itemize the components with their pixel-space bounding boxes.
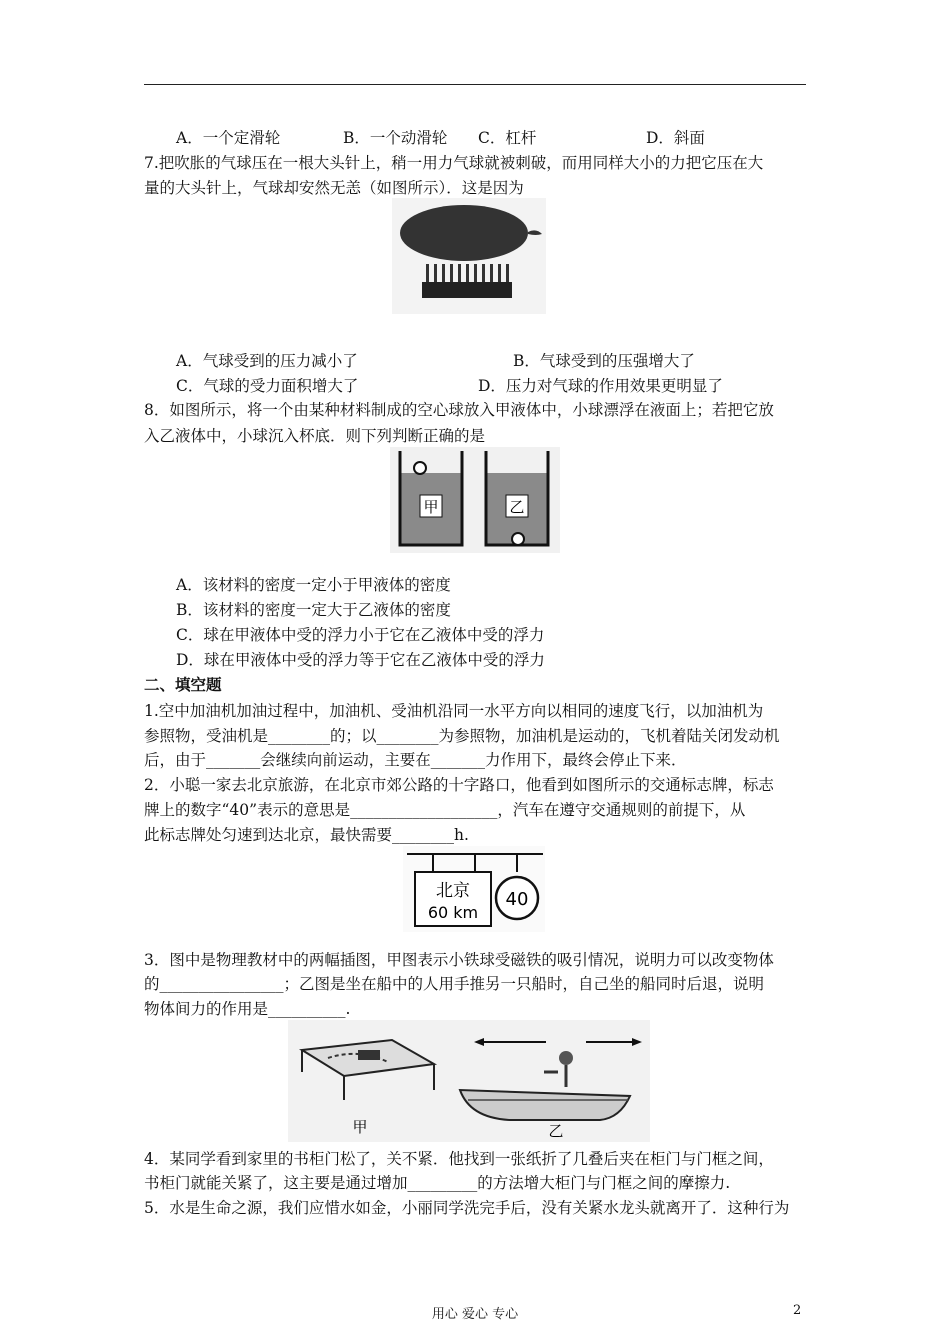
figure-label-yi: 乙 — [548, 1122, 564, 1140]
f1-text-line1: 1.空中加油机加油过程中，加油机、受油机沿同一水平方向以相同的速度飞行，以加油机为 — [144, 702, 764, 720]
q8-option-a: A．该材料的密度一定小于甲液体的密度 — [176, 576, 451, 594]
q8-option-c: C．球在甲液体中受的浮力小于它在乙液体中受的浮力 — [176, 626, 545, 644]
q7-option-a: A．气球受到的压力减小了 — [176, 352, 358, 370]
q6-option-b: B．一个动滑轮 — [343, 129, 448, 147]
q8-text-line1: 8．如图所示，将一个由某种材料制成的空心球放入甲液体中，小球漂浮在液面上；若把它放 — [144, 401, 774, 419]
q6-option-a: A．一个定滑轮 — [176, 129, 281, 147]
sign-city: 北京 — [436, 881, 470, 901]
q7-option-b: B．气球受到的压强增大了 — [513, 352, 695, 370]
q6-option-c: C．杠杆 — [478, 129, 537, 147]
traffic-sign-figure — [403, 846, 545, 932]
f2-text-line2: 牌上的数字“40”表示的意思是___________________，汽车在遵守交通规则的前提下，从 — [144, 801, 746, 819]
f1-text-line2: 参照物，受油机是________的；以________为参照物，加油机是运动的，飞机着陆关闭发动机 — [144, 727, 780, 745]
q7-text-line1: 7.把吹胀的气球压在一根大头针上，稍一用力气球就被刺破，而用同样大小的力把它压在大 — [144, 154, 764, 172]
f1-text-line3: 后，由于_______会继续向前运动，主要在_______力作用下，最终会停止下来． — [144, 751, 687, 769]
page-number: 2 — [793, 1303, 802, 1318]
f5-text-line1: 5．水是生命之源，我们应惜水如金，小丽同学洗完手后，没有关紧水龙头就离开了．这种行为 — [144, 1199, 790, 1217]
figure-label-jia: 甲 — [352, 1118, 368, 1136]
page-footer: 用心 爱心 专心 — [431, 1307, 519, 1322]
magnet-and-boats-figure — [288, 1020, 650, 1142]
q6-option-d: D．斜面 — [646, 129, 705, 147]
q8-option-b: B．该材料的密度一定大于乙液体的密度 — [176, 601, 451, 619]
f3-text-line3: 物体间力的作用是__________. — [144, 1000, 351, 1018]
f4-text-line1: 4．某同学看到家里的书柜门松了，关不紧．他找到一张纸折了几叠后夹在柜门与门框之间， — [144, 1150, 774, 1168]
f3-text-line1: 3．图中是物理教材中的两幅插图，甲图表示小铁球受磁铁的吸引情况，说明力可以改变物体 — [144, 951, 774, 969]
q8-text-line2: 入乙液体中，小球沉入杯底．则下列判断正确的是 — [144, 427, 486, 445]
header-rule — [144, 84, 806, 85]
sign-speed-limit: 40 — [505, 889, 529, 910]
sign-distance: 60 km — [427, 903, 479, 922]
balloon-on-pins-figure — [392, 198, 546, 314]
f4-text-line2: 书柜门就能关紧了，这主要是通过增加_________的方法增大柜门与门框之间的摩擦力. — [144, 1174, 731, 1192]
section-heading-fill-blank: 二、填空题 — [144, 675, 222, 694]
q8-option-d: D．球在甲液体中受的浮力等于它在乙液体中受的浮力 — [176, 651, 545, 669]
beaker-label-yi: 乙 — [509, 498, 525, 516]
q7-option-c: C．气球的受力面积增大了 — [176, 377, 359, 395]
q7-text-line2: 量的大头针上，气球却安然无恙（如图所示）．这是因为 — [144, 179, 524, 197]
q7-option-d: D．压力对气球的作用效果更明显了 — [478, 377, 723, 395]
f2-text-line1: 2．小聪一家去北京旅游，在北京市郊公路的十字路口，他看到如图所示的交通标志牌，标志 — [144, 776, 774, 794]
beaker-label-jia: 甲 — [423, 498, 439, 516]
f3-text-line2: 的________________；乙图是坐在船中的人用手推另一只船时，自己坐的船同时后退，说明 — [144, 975, 765, 993]
liquid-beakers-figure — [390, 447, 560, 553]
f2-text-line3: 此标志牌处匀速到达北京，最快需要________h. — [144, 826, 469, 844]
